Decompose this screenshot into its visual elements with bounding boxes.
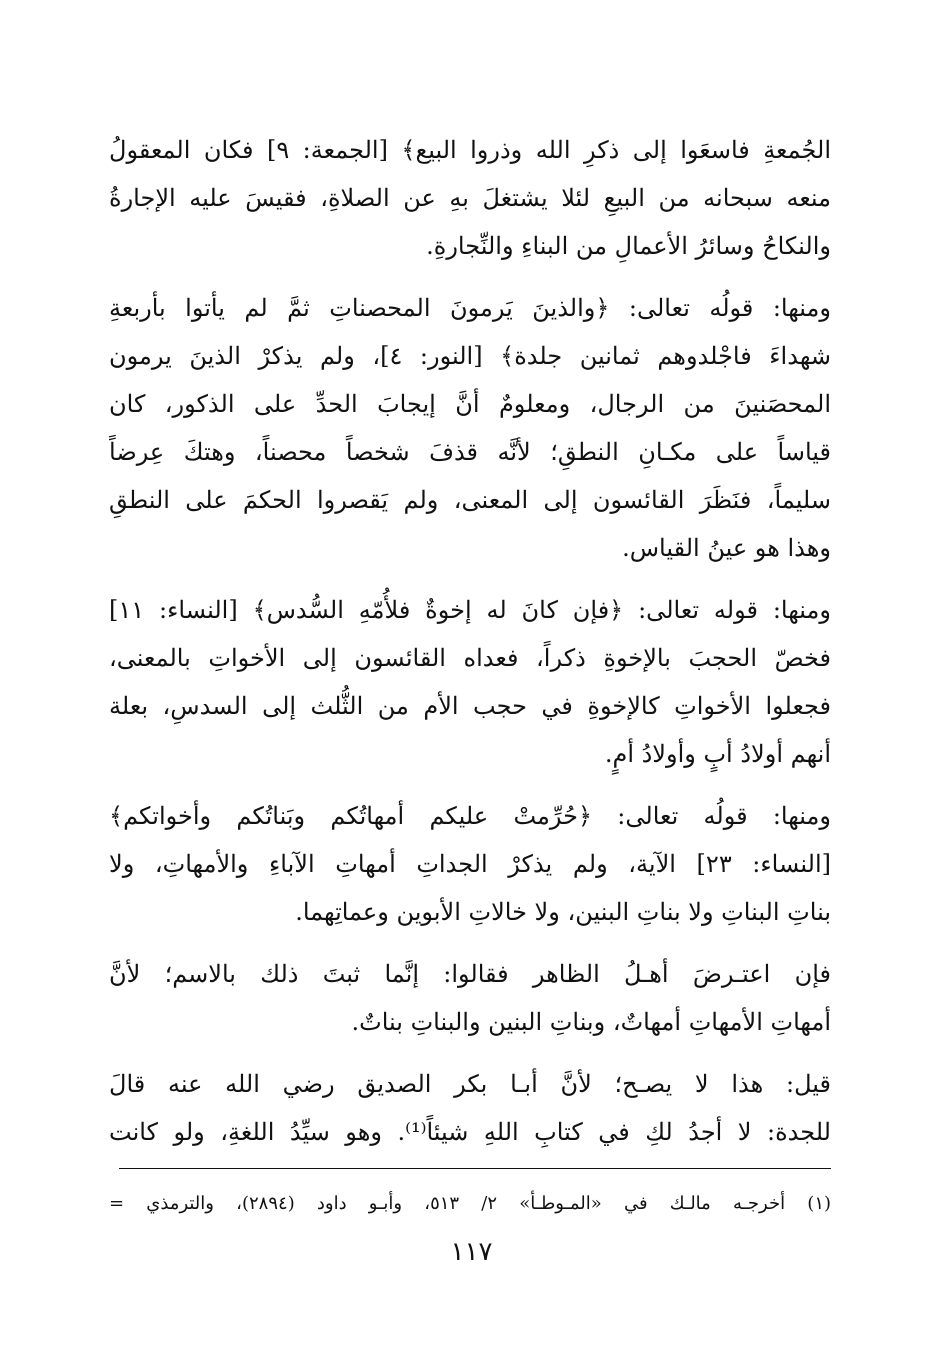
text-line: منعه سبحانه من البيعِ لئلا يشتغلَ بهِ عن الصلاةِ، فقيسَ عليه الإجارةُ [109, 184, 831, 212]
text-line: ومنها: قوله تعالى: ﴿فإن كانَ له إخوةٌ فلأُمّهِ السُّدس﴾ [النساء: ١١] [109, 596, 831, 624]
text-line: أنهم أولادُ أبٍ وأولادُ أمٍ. [604, 740, 831, 768]
footnote-divider [119, 1168, 831, 1169]
text-line: للجدة: لا أجدُ لكِ في كتابِ اللهِ شيئاً⁽¹⁾. وهو سيِّدُ اللغةِ، ولو كانت [109, 1118, 831, 1146]
text-line: ومنها: قولُه تعالى: ﴿والذينَ يَرمونَ المحصناتِ ثمَّ لم يأتوا بأربعةِ [109, 294, 831, 322]
text-line: فخصّ الحجبَ بالإخوةِ ذكراً، فعداه القائسون إلى الأخواتِ بالمعنى، [109, 644, 831, 672]
text-line: بناتِ البناتِ ولا بناتِ البنين، ولا خالاتِ الأبوين وعماتِهما. [295, 898, 831, 926]
text-line: سليماً، فنَظَرَ القائسون إلى المعنى، ولم يَقصروا الحكمَ على النطقِ [109, 486, 831, 514]
paragraph [109, 126, 831, 270]
text-line: قياساً على مكـانِ النطقِ؛ لأنَّه قذفَ شخصاً محصناً، وهتكَ عِرضاً [109, 438, 831, 466]
text-line: فإن اعتـرضَ أهـلُ الظاهر فقالوا: إنَّما ثبتَ ذلك بالاسم؛ لأنَّ [109, 960, 832, 988]
paragraph [109, 1060, 831, 1156]
text-line: فجعلوا الأخواتِ كالإخوةِ في حجب الأم من الثُّلث إلى السدسِ، بعلة [109, 692, 831, 720]
text-line: أمهاتِ الأمهاتِ أمهاتٌ، وبناتِ البنين والبناتِ بناتٌ. [351, 1008, 831, 1036]
text-line: ومنها: قولُه تعالى: ﴿حُرِّمتْ عليكم أمهاتُكم وبَناتُكم وأخواتكم﴾ [109, 802, 831, 830]
paragraph [109, 950, 831, 1046]
text-line: الجُمعةِ فاسعَوا إلى ذكرِ الله وذروا البيع﴾ [الجمعة: ٩] فكان المعقولُ [109, 136, 831, 164]
text-line: [النساء: ٢٣] الآية، ولم يذكرْ الجداتِ أمهاتِ الآباءِ والأمهاتِ، ولا [109, 850, 831, 878]
text-line: شهداءَ فاجْلدوهم ثمانين جلدة﴾ [النور: ٤]، ولم يذكرْ الذينَ يرمون [109, 342, 831, 370]
paragraph [109, 284, 831, 572]
page-number: ١١٧ [450, 1237, 493, 1267]
footnote: (١) أخرجـه مالـك في «المـوطـأ» ٢/ ٥١٣، وأبـو داود (٢٨٩٤)، والترمذي = [109, 1193, 832, 1214]
text-line: المحصَنينَ من الرجال، ومعلومٌ أنَّ إيجابَ الحدِّ على الذكور، كان [109, 390, 831, 418]
text-line: والنكاحُ وسائرُ الأعمالِ من البناءِ والنِّجارةِ. [426, 232, 831, 260]
text-line: وهذا هو عينُ القياس. [622, 534, 831, 562]
paragraph [109, 586, 831, 778]
text-line: قيل: هذا لا يصـح؛ لأنَّ أبـا بكر الصديق رضي الله عنه قالَ [109, 1070, 831, 1098]
paragraph [109, 792, 831, 936]
main-text [109, 126, 831, 1170]
